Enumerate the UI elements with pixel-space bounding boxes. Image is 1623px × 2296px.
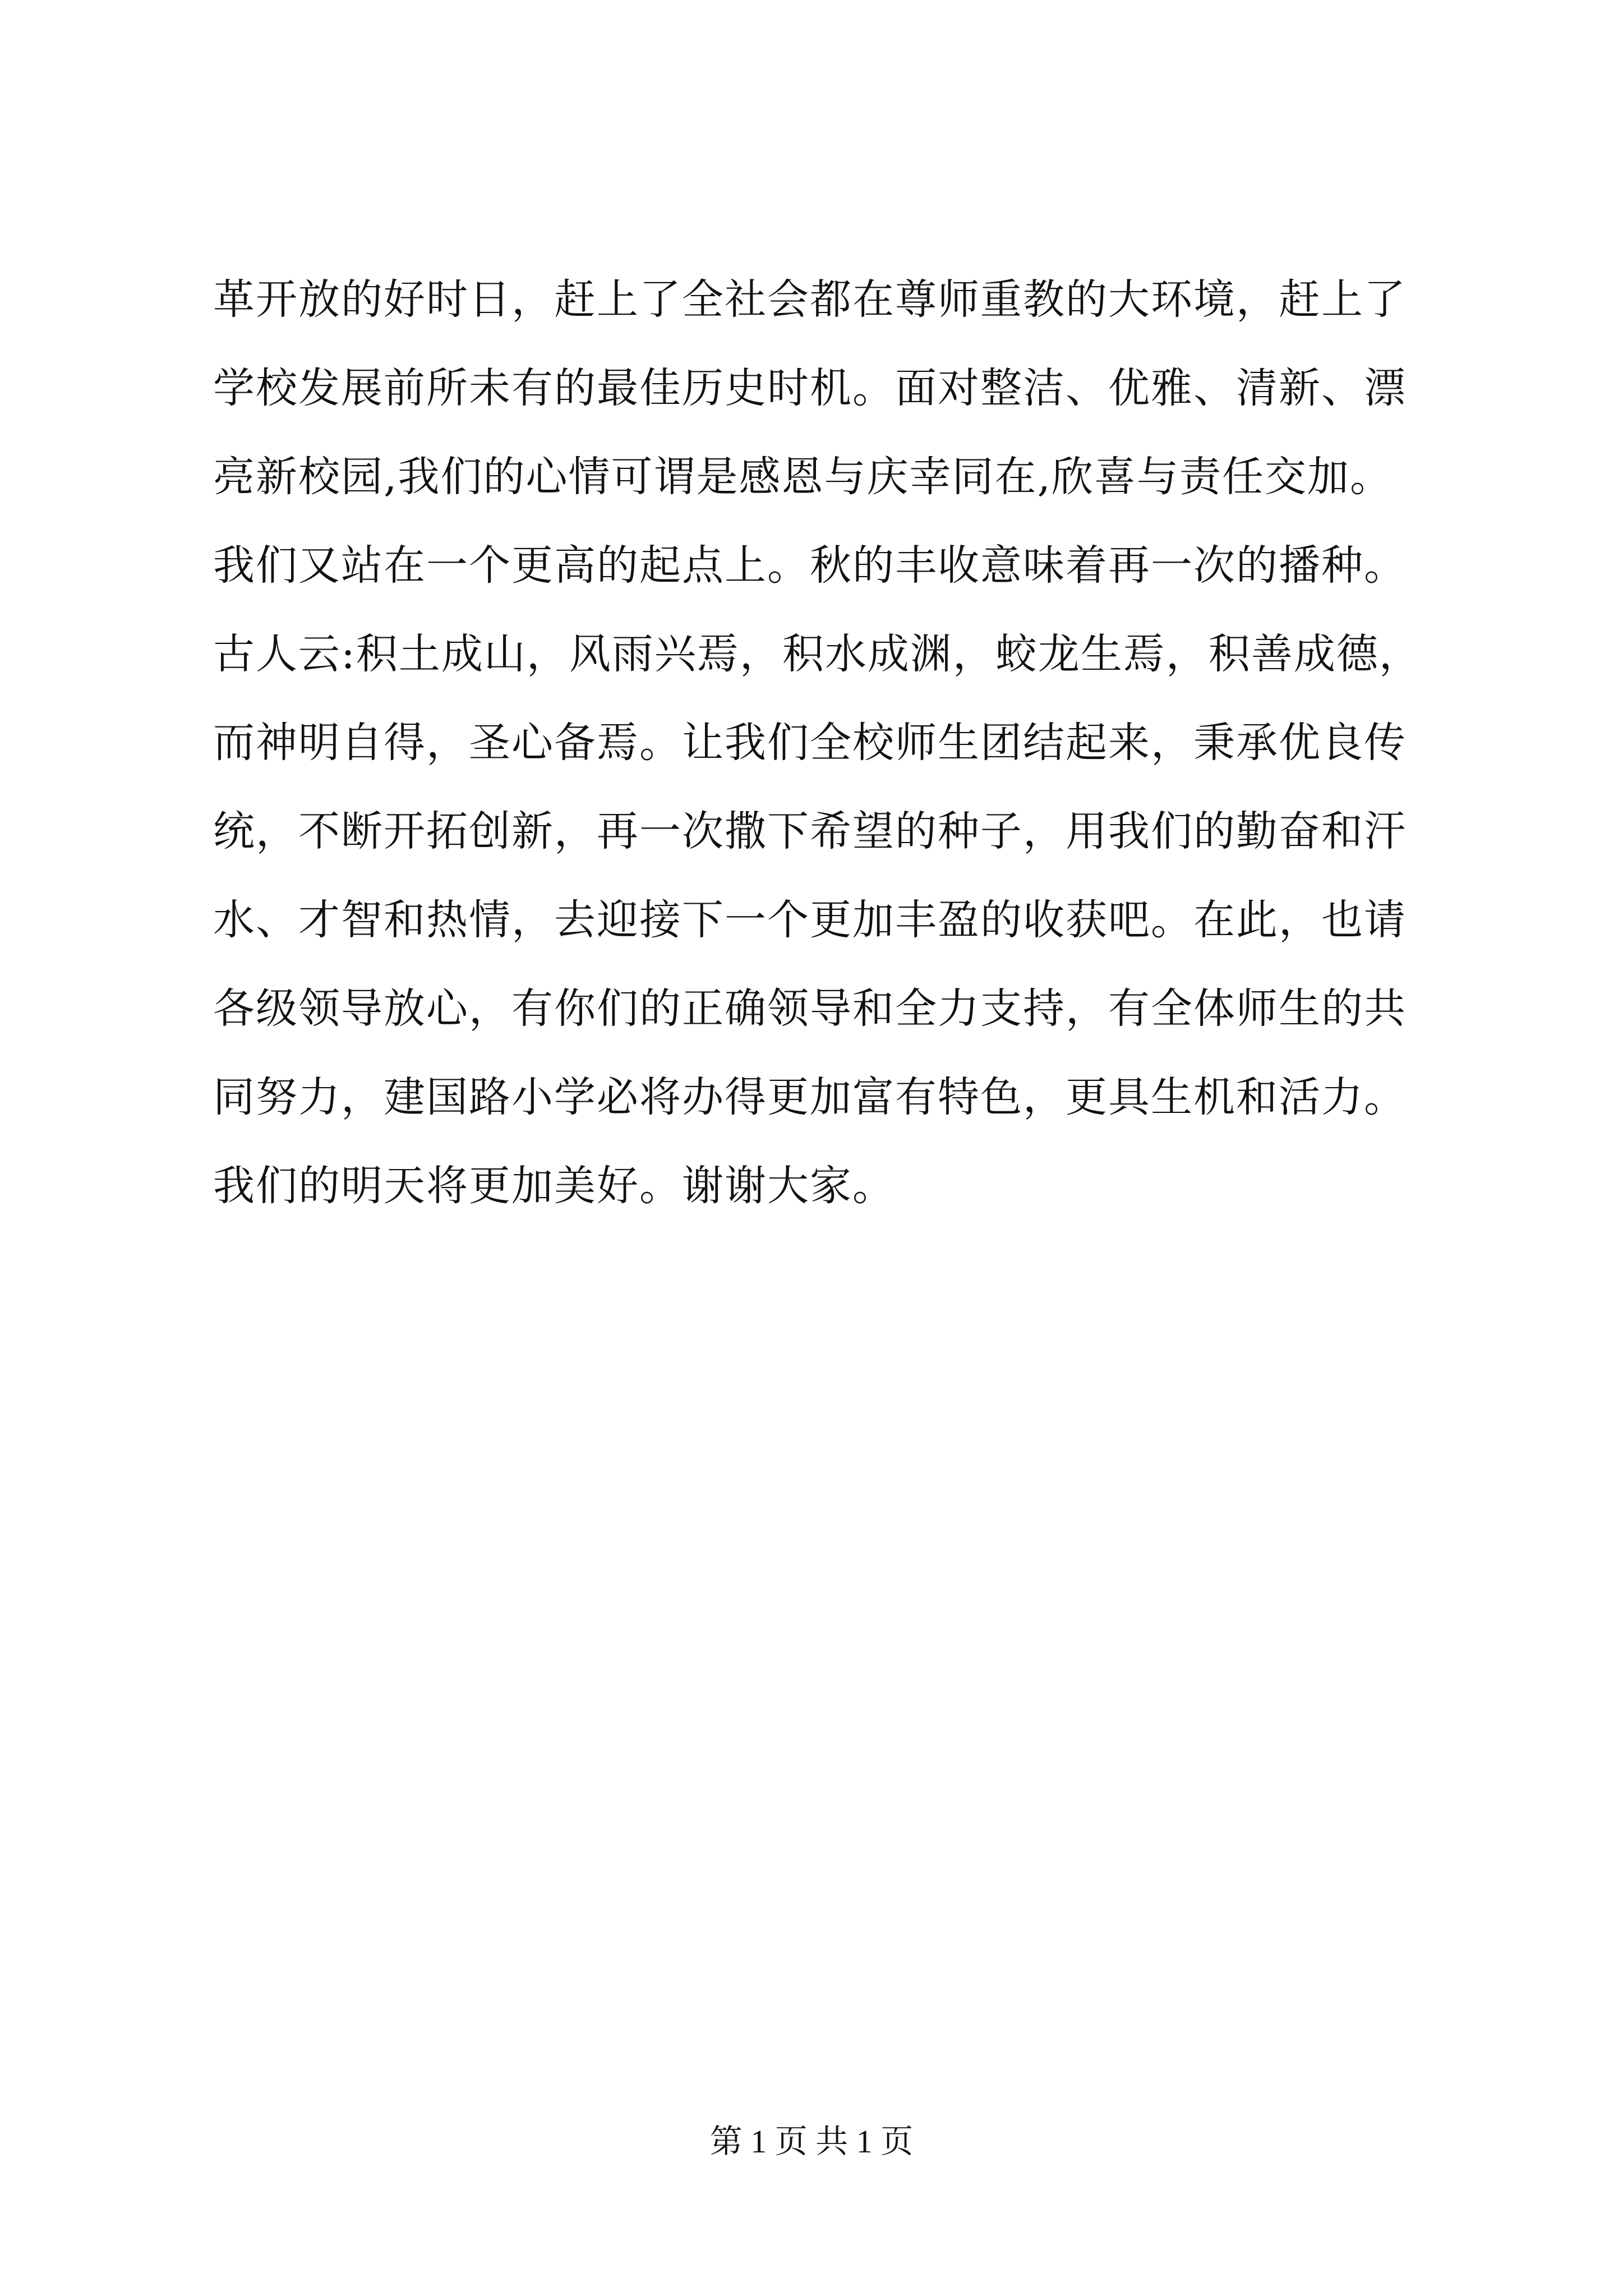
text-line: 同努力，建国路小学必将办得更加富有特色，更具生机和活力。 [213,1073,1407,1121]
text-line: 学校发展前所未有的最佳历史时机。面对整洁、优雅、清新、漂 [213,364,1407,412]
text-line: 古人云:积土成山，风雨兴焉，积水成渊，蛟龙生焉，积善成德， [213,630,1422,678]
text-line: 革开放的好时日，赶上了全社会都在尊师重教的大环境，赶上了 [213,275,1407,324]
text-line: 我们的明天将更加美好。谢谢大家。 [213,1162,895,1210]
text-line: 各级领导放心，有你们的正确领导和全力支持，有全体师生的共 [213,984,1407,1033]
text-line: 统，不断开拓创新，再一次撒下希望的种子，用我们的勤奋和汗 [213,807,1407,855]
page-number-footer: 第 1 页 共 1 页 [709,2123,914,2160]
text-line: 而神明自得，圣心备焉。让我们全校师生团结起来，秉承优良传 [213,719,1407,767]
text-line: 我们又站在一个更高的起点上。秋的丰收意味着再一次的播种。 [213,541,1407,590]
text-line: 水、才智和热情，去迎接下一个更加丰盈的收获吧。在此，也请 [213,896,1407,944]
body-text [213,255,1422,1230]
text-line: 亮新校园,我们的心情可谓是感恩与庆幸同在,欣喜与责任交加。 [213,453,1393,501]
